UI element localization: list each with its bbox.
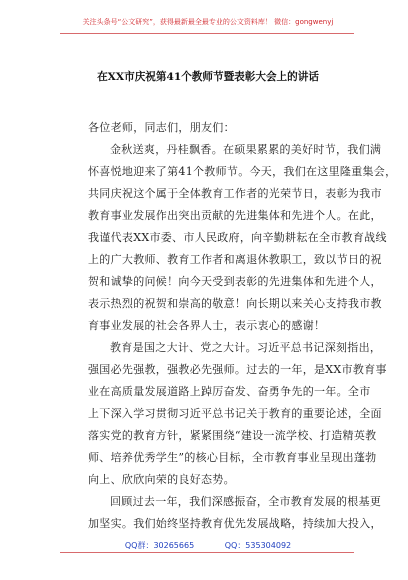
- paragraph-line: 育事业发展的社会各界人士，表示衷心的感谢！: [88, 319, 326, 332]
- paragraph-line: 共同庆祝这个属于全体教育工作者的光荣节日，表彰为我市: [88, 187, 382, 200]
- paragraph-1: [88, 139, 397, 337]
- paragraph-line: 落实党的教育方针，紧紧围绕“建设一流学校、打造精英教: [88, 429, 377, 442]
- footer-qq: QQ：535304092: [224, 541, 292, 550]
- header-promo-text: 关注头条号“公文研究”，获得最新最全最专业的公文资料库！ 微信：gongwenyj: [82, 18, 334, 26]
- paragraph-line: 回顾过去一年，我们深感振奋，全市教育发展的根基更: [110, 495, 382, 508]
- footer-qq-group: QQ群：30265665: [124, 541, 195, 550]
- header-divider: [60, 33, 354, 34]
- paragraph-line: 教育事业发展作出突出贡献的先进集体和先进个人。在此，: [88, 209, 382, 222]
- salutation: [88, 117, 346, 139]
- paragraph-2: [88, 337, 387, 491]
- paragraph-line: 教育是国之大计、党之大计。习近平总书记深刻指出，: [110, 341, 382, 354]
- paragraph-line: 上的广大教师、教育工作者和离退休教职工，致以节日的祝: [88, 253, 382, 266]
- paragraph-line: 加坚实。我们始终坚持教育优先发展战略，持续加大投入，: [88, 517, 382, 530]
- paragraph-3: [88, 491, 382, 535]
- footer-contact: [60, 540, 356, 552]
- paragraph-line: 我谨代表XX市委、市人民政府，向辛勤耕耘在全市教育战线: [88, 231, 387, 244]
- paragraph-line: 上下深入学习贯彻习近平总书记关于教育的重要论述，全面: [88, 407, 382, 420]
- document-title: 在XX市庆祝第41个教师节暨表彰大会上的讲话: [97, 71, 319, 83]
- salutation-line: 各位老师，同志们，朋友们：: [88, 121, 235, 134]
- footer-divider: [60, 552, 354, 553]
- paragraph-line: 怀喜悦地迎来了第41个教师节。今天，我们在这里隆重集会，: [88, 165, 397, 178]
- paragraph-line: 金秋送爽，丹桂飘香。在硕果累累的美好时节，我们满: [110, 143, 382, 156]
- paragraph-line: 师、培养优秀学生”的核心目标，全市教育事业呈现出蓬勃: [88, 451, 377, 464]
- paragraph-line: 业在高质量发展道路上踔厉奋发、奋勇争先的一年。全市: [88, 385, 371, 398]
- paragraph-line: 强国必先强教，强教必先强师。过去的一年，是XX市教育事: [88, 363, 387, 376]
- paragraph-line: 贺和诚挚的问候！向今天受到表彰的先进集体和先进个人，: [88, 275, 382, 288]
- paragraph-line: 向上、欣欣向荣的良好态势。: [88, 473, 235, 486]
- paragraph-line: 表示热烈的祝贺和崇高的敬意！向长期以来关心支持我市教: [88, 297, 382, 310]
- document-body: [88, 117, 397, 535]
